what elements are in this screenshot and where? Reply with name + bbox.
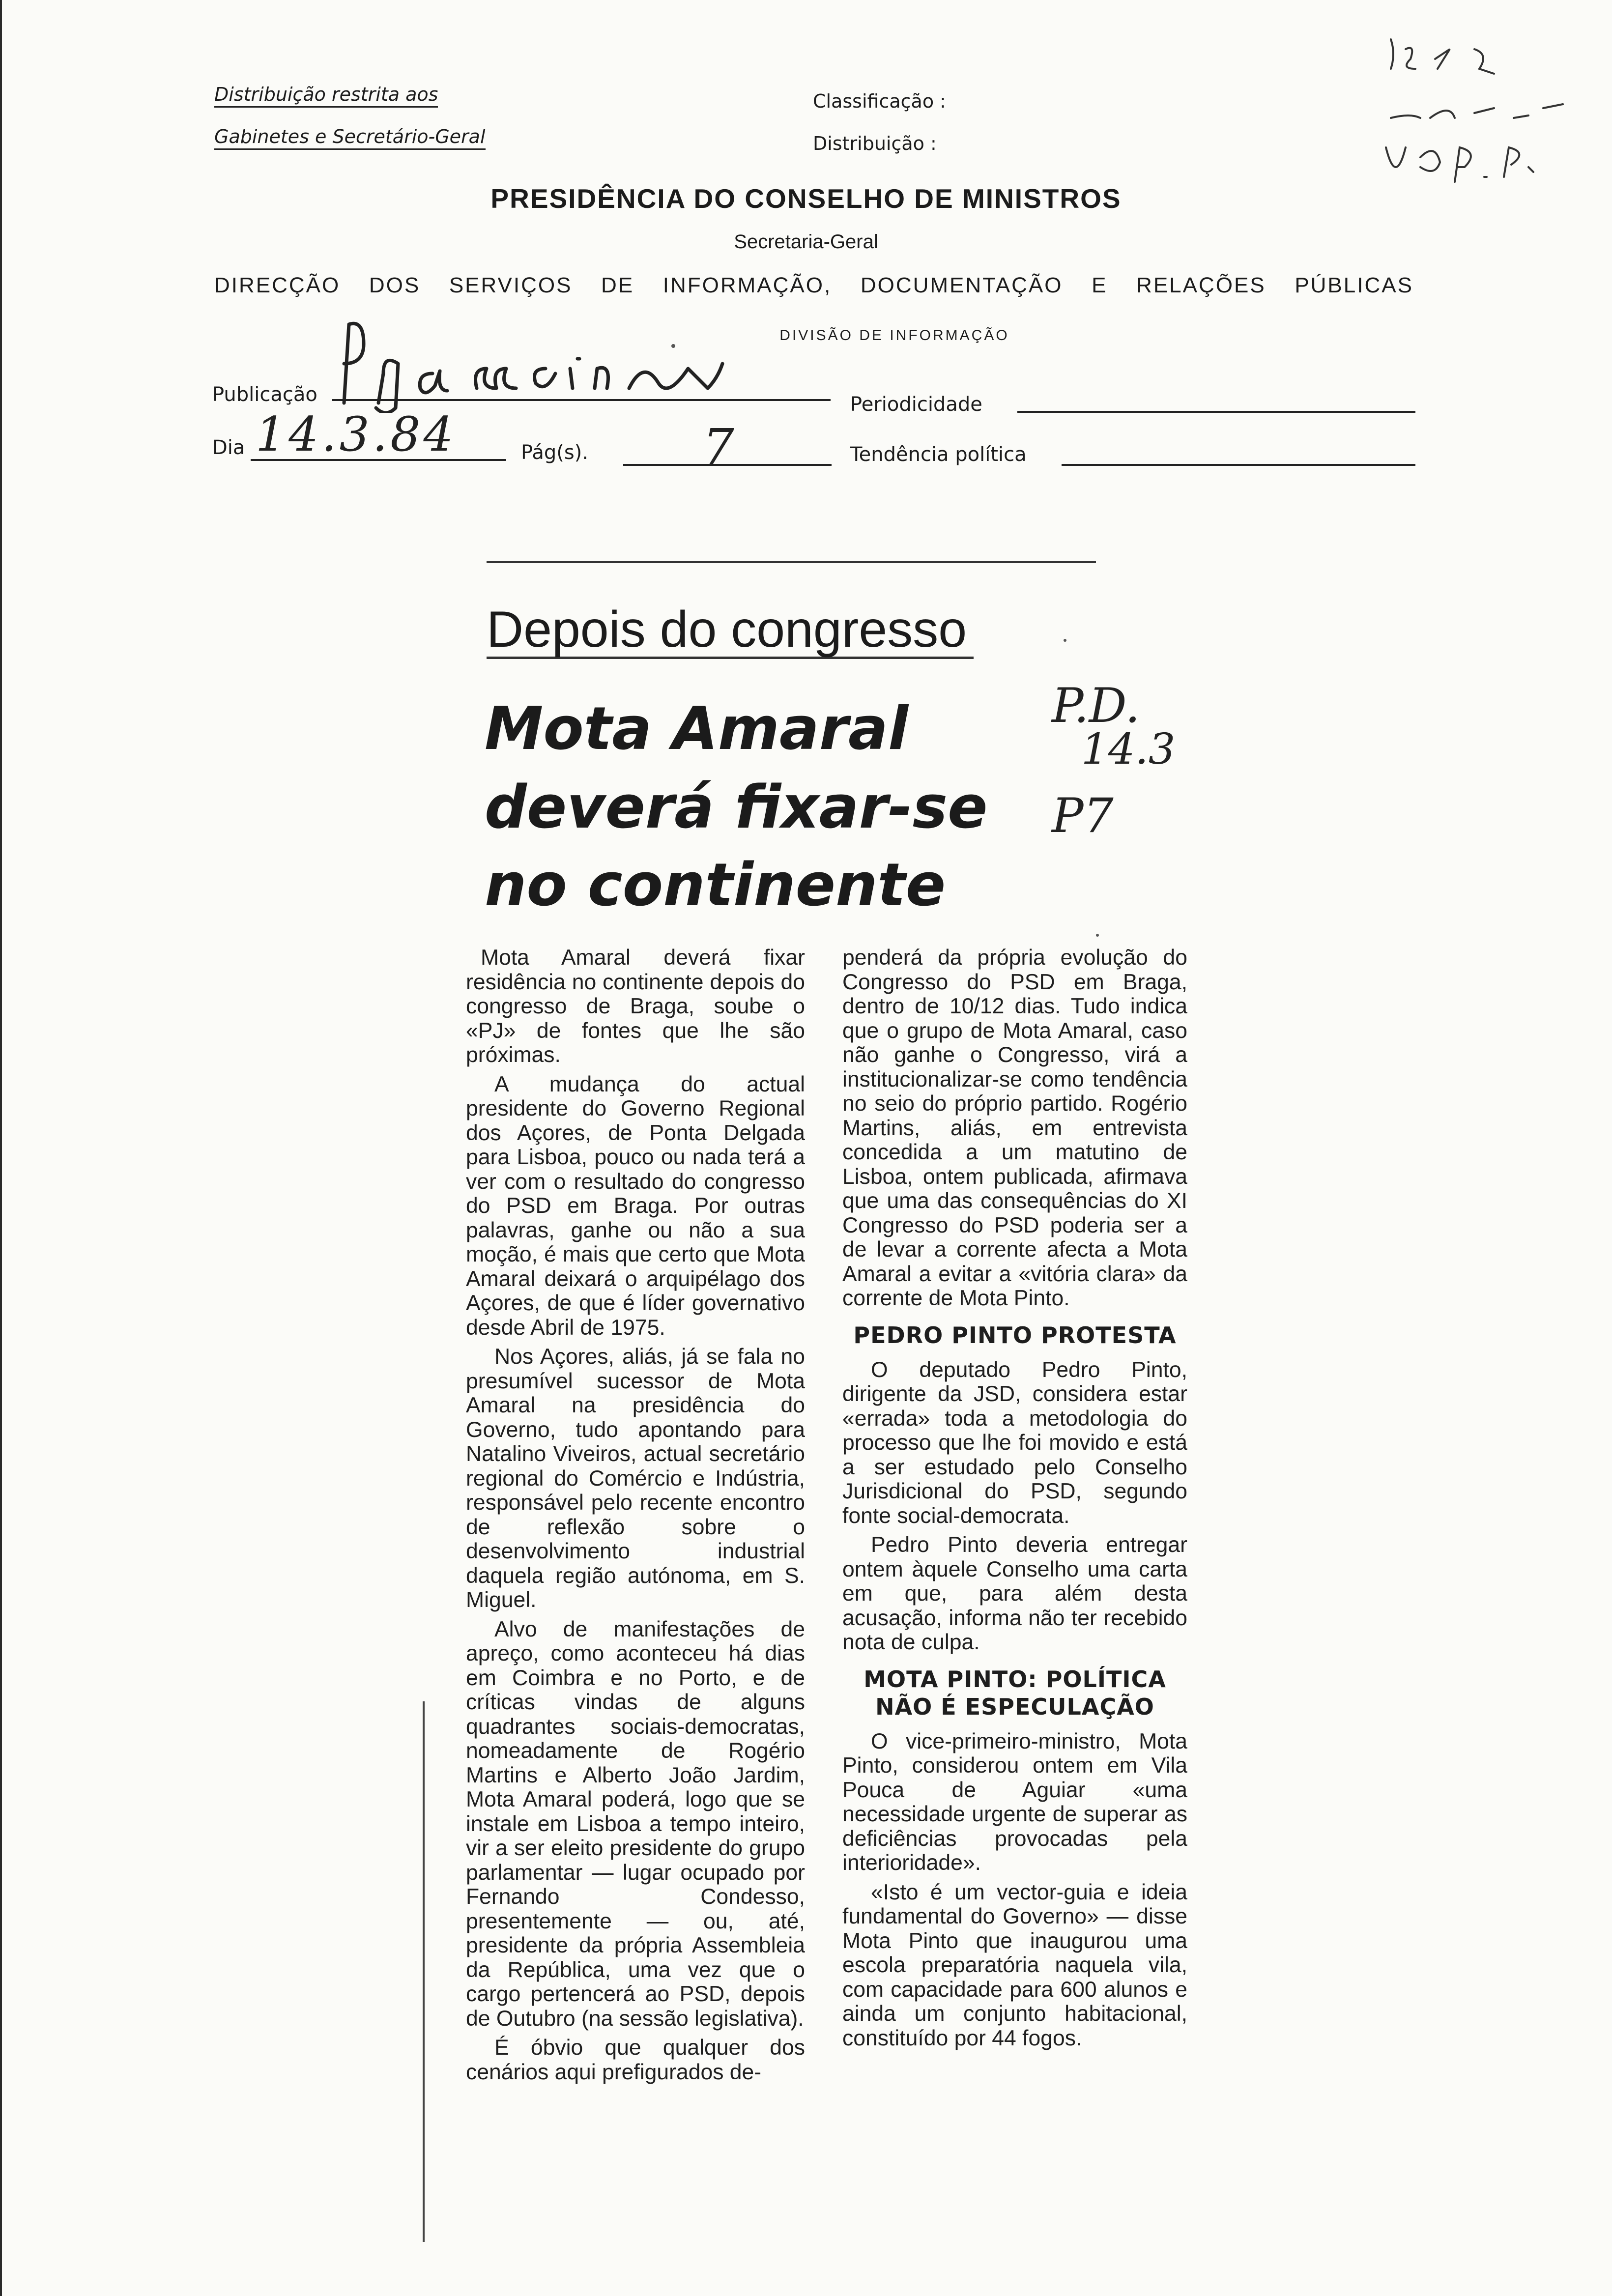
article-kicker: Depois do congresso [487, 603, 974, 659]
col1-paragraph-1: Mota Amaral deverá fixar residência no continente depois do congresso de Braga, soube o «PJ» de fontes que lhe são próximas. [466, 946, 805, 1067]
col1-paragraph-4: Alvo de manifestações de apreço, como aconteceu há dias em Coimbra e no Porto, e de críticas vindas de alguns quadrantes sociais-democratas, nomeadamente de Rogério Martins e Alberto João Jardim, Mota Amaral poderá, logo que se instale em Lisboa a tempo inteiro, vir a ser eleito presidente do grupo parlamentar — lugar ocupado por Fernando Condesso, presentemente — ou, até, presidente da própria Assembleia da República, uma vez que o cargo pertencerá ao PSD, depois de Outubro (na sessão legislativa). [466, 1617, 805, 2031]
subhead-mota-pinto [842, 1665, 1187, 1721]
distribution-label: Distribuição : [813, 133, 937, 154]
periodicity-field-line [1017, 411, 1415, 413]
subhead-mota-pinto-line2: NÃO É ESPECULAÇÃO [875, 1693, 1154, 1720]
col2-paragraph-continued: penderá da própria evolução do Congresso do PSD em Braga, dentro de 10/12 dias. Tudo indica que o grupo de Mota Amaral, caso não ganhe o Congresso, virá a institucionalizar-se como tendência no seio do próprio partido. Rogério Martins, aliás, em entrevista concedida a um matutino de Lisboa, ontem publicada, afirmava que uma das consequências do XI Congresso do PSD poderia ser a de levar a corrente afecta a Mota Amaral a evitar a «vitória clara» da corrente de Mota Pinto. [842, 946, 1187, 1310]
pages-label: Pág(s). [521, 441, 588, 464]
col2-paragraph-mota-2: «Isto é um vector-guia e ideia fundamental do Governo» — disse Mota Pinto que inaugurou uma escola preparatória naquela vila, com capacidade para 600 alunos e ainda um conjunto habitacional, constituído por 44 fogos. [842, 1880, 1187, 2050]
headline-line2: deverá fixar-se [485, 774, 988, 842]
publication-label: Publicação [212, 383, 317, 406]
col1-paragraph-5: É óbvio que qualquer dos cenários aqui prefigurados de- [466, 2036, 805, 2084]
classification-label: Classificação : [813, 90, 946, 112]
column-margin-line [423, 1701, 425, 2242]
page-edge-line [0, 0, 2, 2296]
handwritten-margin-scribble [1371, 20, 1597, 197]
article-top-rule [487, 561, 1096, 563]
margin-note-page: P7 [1052, 788, 1114, 843]
distribution-restriction-line1: Distribuição restrita aos [214, 84, 438, 105]
scan-speck [1096, 934, 1099, 937]
margin-note-date: 14.3 [1081, 725, 1176, 774]
org-title: PRESIDÊNCIA DO CONSELHO DE MINISTROS [490, 183, 1122, 214]
directorate-line: DIRECÇÃO DOS SERVIÇOS DE INFORMAÇÃO, DOCUMENTAÇÃO E RELAÇÕES PÚBLICAS [214, 273, 1413, 297]
headline-line3: no continente [485, 851, 946, 919]
col1-paragraph-3: Nos Açores, aliás, já se fala no presumível sucessor de Mota Amaral na presidência do Governo, tudo apontando para Natalino Viveiros, actual secretário regional do Comércio e Indústria, responsável pelo recente encontro de reflexão sobre o desenvolvimento industrial daquela região autónoma, em S. Miguel. [466, 1345, 805, 1612]
article-column-2 [842, 946, 1187, 2055]
article-column-1 [466, 946, 805, 2089]
subhead-pedro-pinto: PEDRO PINTO PROTESTA [853, 1321, 1177, 1349]
col2-paragraph-pedro-1: O deputado Pedro Pinto, dirigente da JSD, considera estar «errada» toda a metodologia do processo que lhe foi movido e está a ser estudado pelo Conselho Jurisdicional do PSD, segundo fonte social-democrata. [842, 1357, 1187, 1528]
col2-paragraph-mota-1: O vice-primeiro-ministro, Mota Pinto, considerou ontem em Vila Pouca de Aguiar «uma necessidade urgente de superar as deficiências provocadas pela interioridade». [842, 1729, 1187, 1875]
margin-note-pd: P.D. [1052, 678, 1140, 733]
subhead-mota-pinto-line1: MOTA PINTO: POLÍTICA [864, 1665, 1166, 1693]
division-label: DIVISÃO DE INFORMAÇÃO [779, 327, 1009, 344]
periodicity-label: Periodicidade [850, 393, 982, 416]
col2-paragraph-pedro-2: Pedro Pinto deveria entregar ontem àquele Conselho uma carta em que, para além desta acusação, informa não ter recebido nota de culpa. [842, 1533, 1187, 1654]
political-tendency-field-line [1062, 464, 1415, 466]
distribution-restriction-line2: Gabinetes e Secretário-Geral [214, 126, 486, 147]
day-value: 14.3.84 [256, 407, 457, 462]
org-subtitle: Secretaria-Geral [734, 231, 878, 253]
pages-value: 7 [703, 418, 734, 476]
scan-speck [671, 344, 675, 348]
day-label: Dia [212, 436, 245, 459]
col1-paragraph-2: A mudança do actual presidente do Governo Regional dos Açores, de Ponta Delgada para Lisboa, pouco ou nada terá a ver com o resultado do congresso do PSD em Braga. Por outras palavras, ganhe ou não a sua moção, é mais que certo que Mota Amaral deixará o arquipélago dos Açores, de que é líder governativo desde Abril de 1975. [466, 1072, 805, 1340]
political-tendency-label: Tendência política [850, 443, 1027, 466]
handwritten-publication-value [334, 315, 737, 413]
headline-line1: Mota Amaral [485, 695, 909, 763]
scan-speck [1064, 639, 1066, 642]
